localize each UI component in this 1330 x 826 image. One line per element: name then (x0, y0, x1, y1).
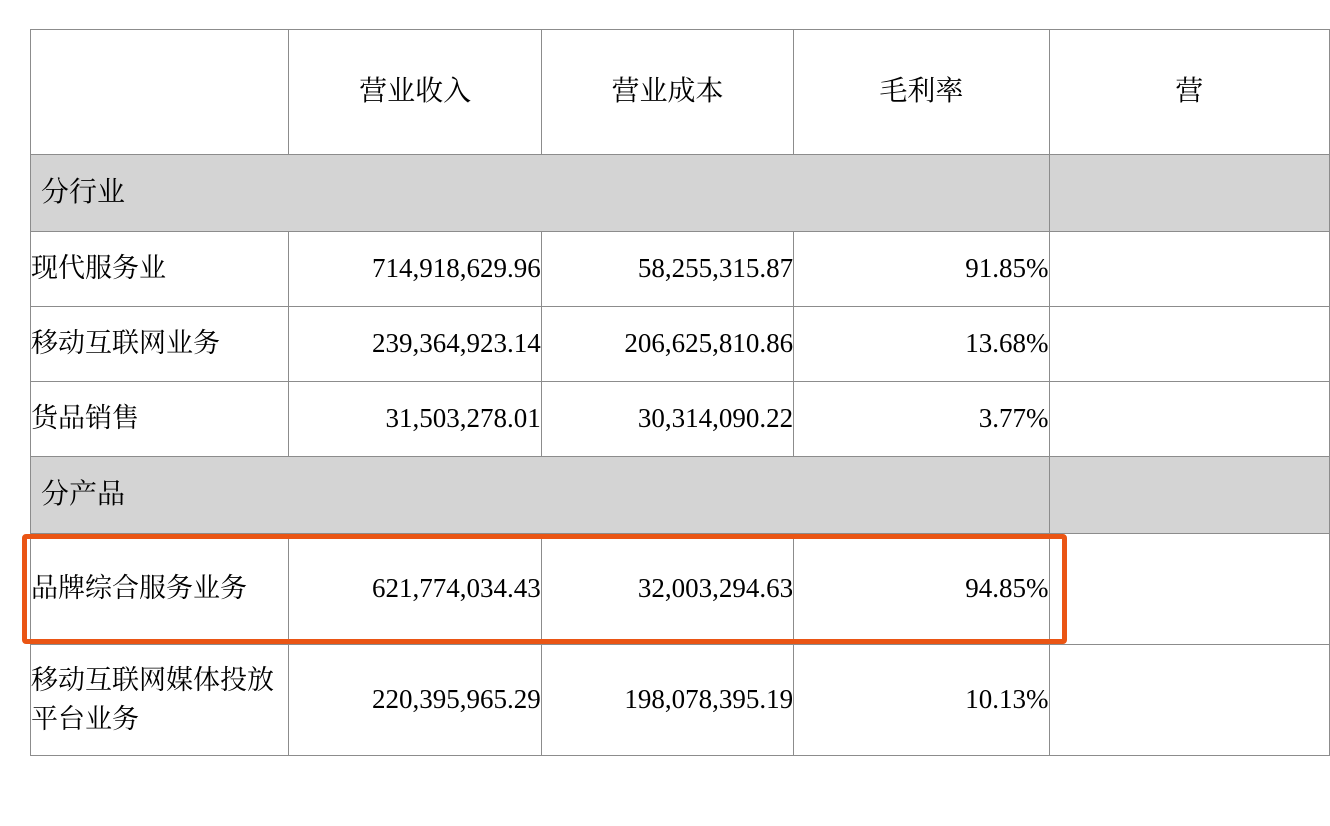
row-margin: 3.77% (794, 382, 1049, 457)
section-header-row-product (31, 457, 1330, 534)
section-tail-product (1049, 457, 1329, 534)
table-row-highlighted (31, 534, 1330, 645)
row-cost: 30,314,090.22 (541, 382, 793, 457)
row-margin: 10.13% (794, 645, 1049, 756)
row-tail (1049, 232, 1329, 307)
financial-table (30, 29, 1330, 756)
header-cell-revenue: 营业收入 (289, 30, 541, 155)
row-cost: 206,625,810.86 (541, 307, 793, 382)
row-cost: 198,078,395.19 (541, 645, 793, 756)
row-revenue: 239,364,923.14 (289, 307, 541, 382)
row-tail (1049, 382, 1329, 457)
row-label: 货品销售 (31, 382, 289, 457)
header-cell-margin: 毛利率 (794, 30, 1049, 155)
section-title-product: 分产品 (31, 457, 1050, 534)
section-title-industry: 分行业 (31, 155, 1050, 232)
row-margin: 94.85% (794, 534, 1049, 645)
header-cell-cost: 营业成本 (541, 30, 793, 155)
row-revenue: 621,774,034.43 (289, 534, 541, 645)
header-cell-partial: 营 (1049, 30, 1329, 155)
row-label: 移动互联网媒体投放平台业务 (31, 645, 289, 756)
row-label: 现代服务业 (31, 232, 289, 307)
row-revenue: 714,918,629.96 (289, 232, 541, 307)
row-tail (1049, 307, 1329, 382)
row-margin: 13.68% (794, 307, 1049, 382)
row-revenue: 31,503,278.01 (289, 382, 541, 457)
header-cell-blank (31, 30, 289, 155)
table-row (31, 382, 1330, 457)
table-row (31, 232, 1330, 307)
row-label: 移动互联网业务 (31, 307, 289, 382)
section-tail-industry (1049, 155, 1329, 232)
table-row (31, 307, 1330, 382)
section-header-row-industry (31, 155, 1330, 232)
table-row (31, 645, 1330, 756)
row-cost: 58,255,315.87 (541, 232, 793, 307)
row-cost: 32,003,294.63 (541, 534, 793, 645)
row-tail (1049, 645, 1329, 756)
row-tail (1049, 534, 1329, 645)
row-revenue: 220,395,965.29 (289, 645, 541, 756)
table-header-row (31, 30, 1330, 155)
row-label: 品牌综合服务业务 (31, 534, 289, 645)
row-margin: 91.85% (794, 232, 1049, 307)
